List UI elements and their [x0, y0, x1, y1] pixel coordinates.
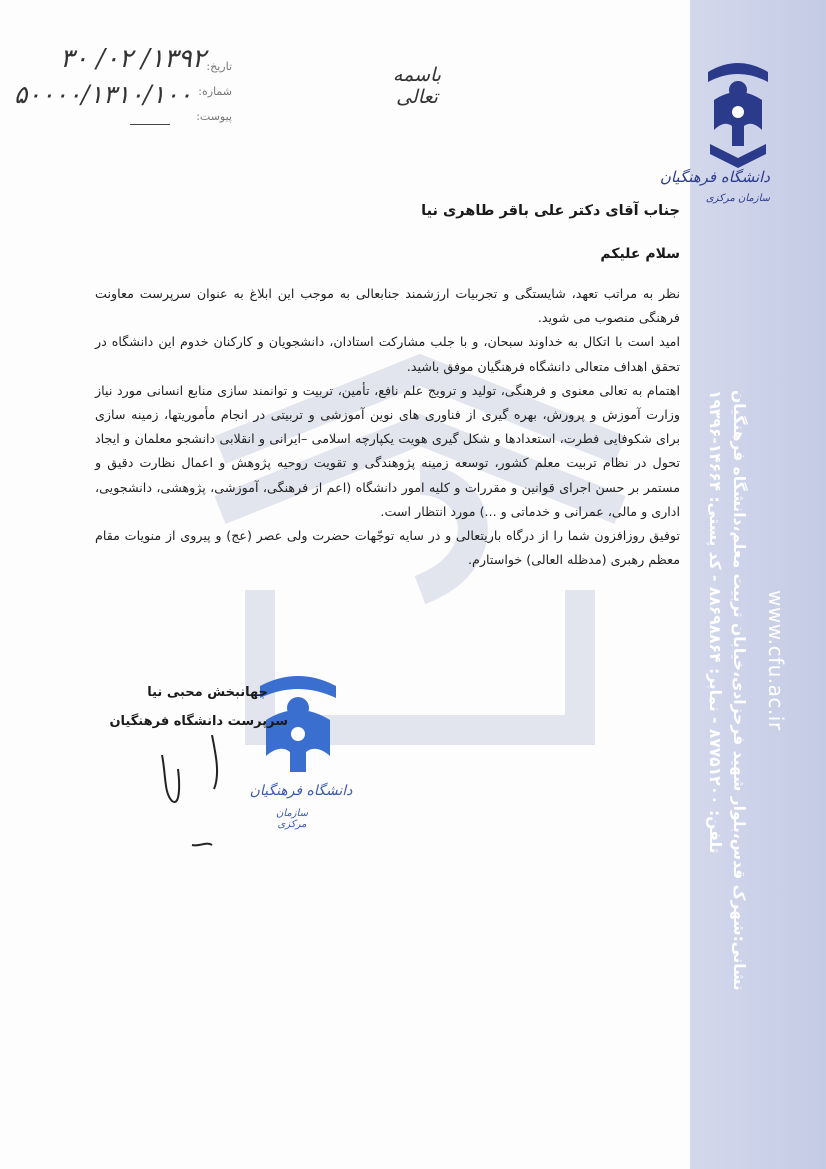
signer-title: سرپرست دانشگاه فرهنگیان	[109, 714, 288, 729]
greeting: سلام علیکم	[600, 246, 680, 262]
logo-name: دانشگاه فرهنگیان	[659, 168, 770, 186]
date-label: تاریخ:	[206, 60, 232, 73]
signer-name: جهانبخش محبی نیا	[147, 685, 268, 700]
handwritten-signature	[150, 735, 290, 865]
sidebar-phone: تلفن: ۸۷۷۵۱۲۰۰ - نمابر: ۸۸۶۹۸۸۶۴ - کد پستی: ۱۴۶۶۴-۱۹۳۹۶	[706, 390, 724, 854]
number-value: ۵۰۰۰۰/۱۳۱۰/۱۰۰	[14, 80, 192, 109]
paragraph: توفیق روزافزون شما را از درگاه باریتعالی و در سایه توجّهات حضرت ولی عصر (عج) و پیروی از منویات مقام معظم رهبری (مدظله العالی) خواستارم.	[95, 528, 680, 568]
attachment-line	[130, 124, 170, 125]
logo-subtitle: سازمان مرکزی	[705, 193, 770, 204]
stamp-name: دانشگاه فرهنگیان	[249, 783, 353, 799]
salutation: جناب آقای دکتر علی باقر طاهری نیا	[421, 203, 680, 219]
paragraph: اهتمام به تعالی معنوی و فرهنگی، تولید و ترویج علم نافع، تأمین، تربیت و توانمند سازی منابع انسانی مورد نیاز وزارت آموزش و پرورش، بهره گیری از فناوری های نوین آموزشی و تربیتی در انجام مأموریتها، زمینه سازی برای شکوفایی فطرت، استعدادها و شکل گیری هویت یکپارچه اسلامی –ایرانی و انقلابی دانشجو معلمان و ایجاد تحول در نظام تربیت معلم کشور، توسعه زمینه پژوهندگی و تقویت روحیه پژوهش و اعمال نظارت دقیق و مستمر بر حسن اجرای قوانین و مقررات و کلیه امور دانشگاه (اعم از فرهنگی، آموزشی، پژوهشی، دانشجویی، اداری و مالی، عمرانی و خدماتی و ...) مورد انتظار است.	[95, 382, 680, 519]
stamp-subtitle: سازمان مرکزی	[275, 808, 308, 830]
university-logo	[700, 60, 776, 170]
attachment-label: پیوست:	[196, 110, 232, 123]
letter-body	[95, 282, 680, 572]
paragraph: امید است با اتکال به خداوند سبحان، و با جلب مشارکت استادان، دانشجویان و کارکنان خدوم این دانشگاه در تحقق اهداف متعالی دانشگاه فرهنگیان موفق باشید.	[95, 334, 680, 374]
number-label: شماره:	[198, 85, 232, 98]
sidebar-address: نشانی:شهرک قدس،بلوار شهید فرحزادی،خیابان تربیت معلم،دانشگاه فرهنگیان	[730, 390, 748, 991]
paragraph: نظر به مراتب تعهد، شایستگی و تجربیات ارزشمند جنابعالی به موجب این ابلاغ به عنوان سرپرست معاونت فرهنگی منصوب می شوید.	[95, 286, 680, 326]
sidebar-website: www.cfu.ac.ir	[764, 590, 788, 731]
basmala: باسمه تعالی	[392, 64, 442, 108]
date-value: ۱۳۹۲/ ۰۲/ ۳۰	[60, 44, 206, 74]
